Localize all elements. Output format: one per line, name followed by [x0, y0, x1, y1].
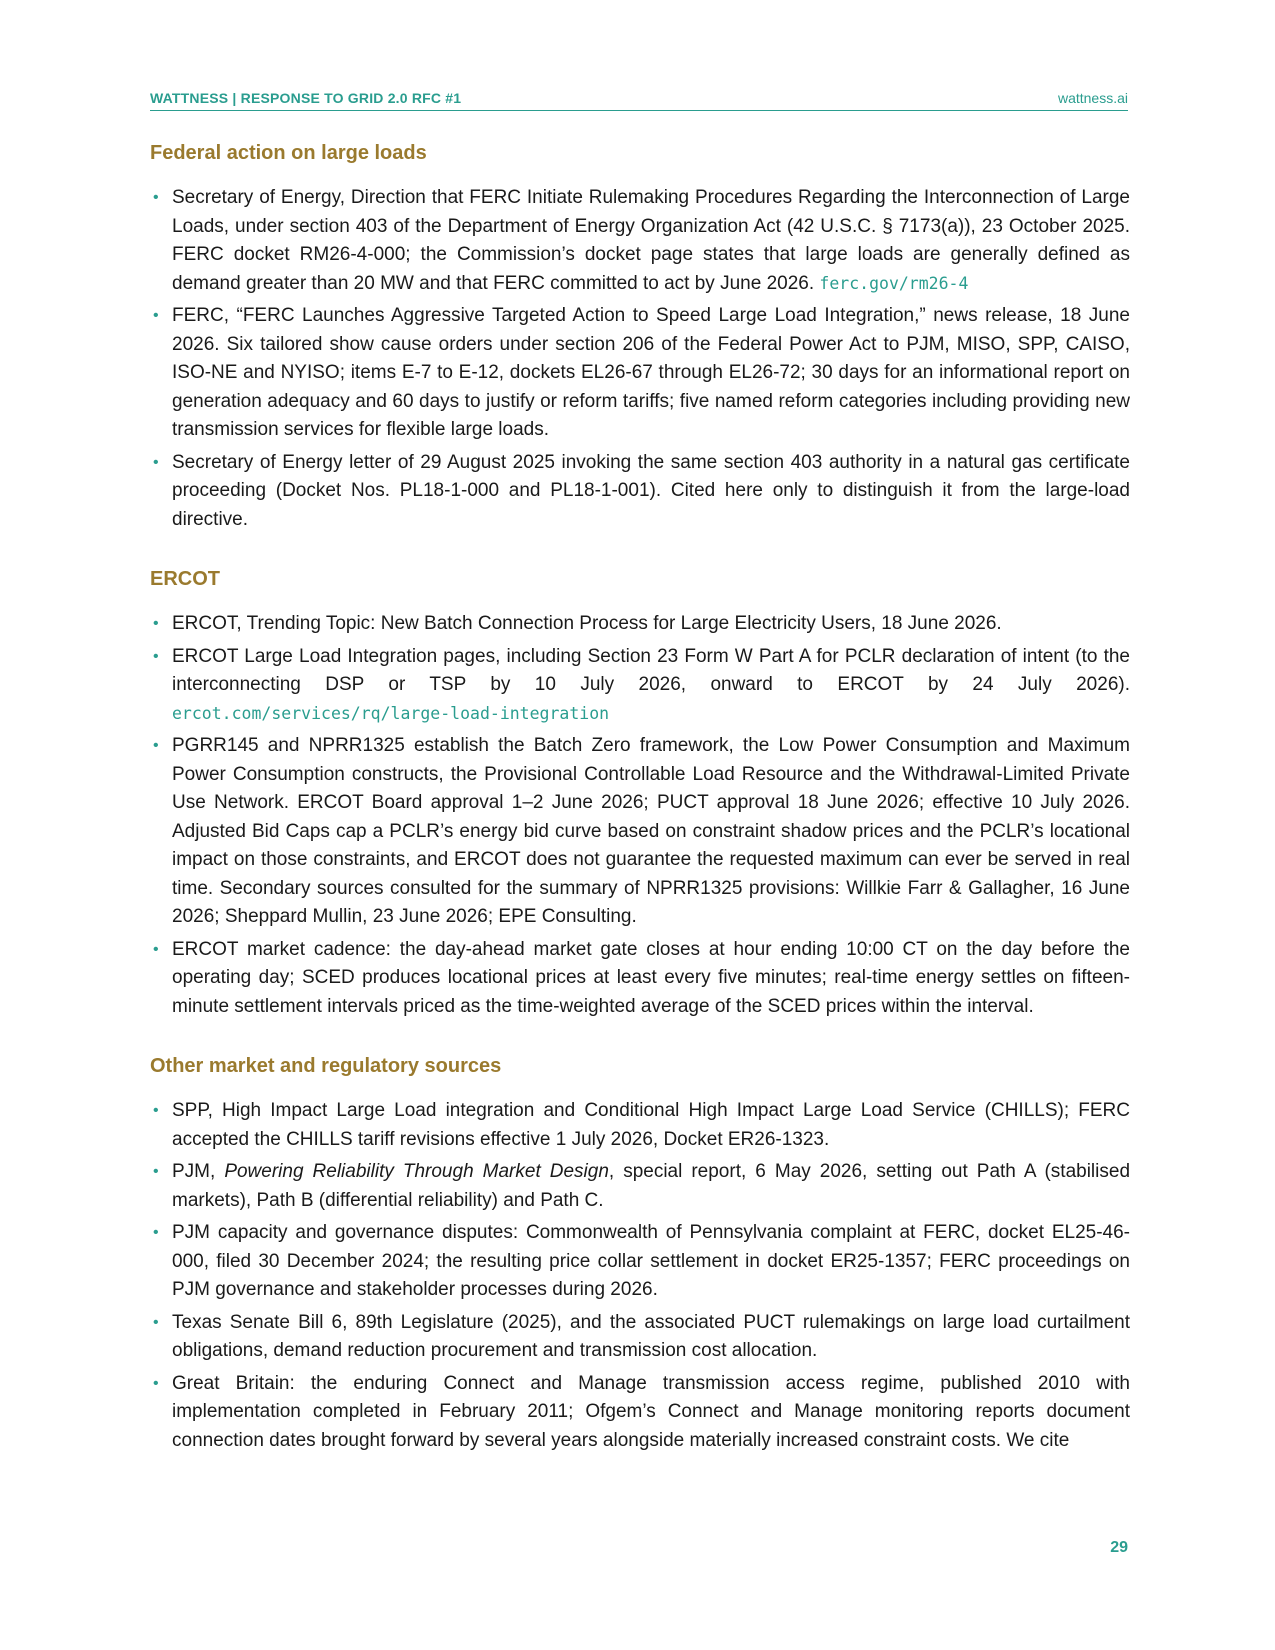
page-number: 29	[1110, 1539, 1128, 1556]
report-title: Powering Reliability Through Market Design	[224, 1161, 609, 1182]
list-item: • SPP, High Impact Large Load integration and Conditional High Impact Large Load Service (CHILLS); FERC accepted the CHILLS tariff revisions effective 1 July 2026, Docket ER26-1323.	[150, 1097, 1130, 1154]
ercot-list	[150, 610, 1130, 1021]
other-sources-list	[150, 1097, 1130, 1455]
header-title: WATTNESS | RESPONSE TO GRID 2.0 RFC #1	[150, 90, 462, 106]
list-item: • PGRR145 and NPRR1325 establish the Batch Zero framework, the Low Power Consumption and Maximum Power Consumption constructs, the Provisional Controllable Load Resource and the Withdrawal-Limited Private Use Network. ERCOT Board approval 1–2 June 2026; PUCT approval 18 June 2026; effective 10 July 2026. Adjusted Bid Caps cap a PCLR’s energy bid curve based on constraint shadow prices and the PCLR’s locational impact on those constraints, and ERCOT does not guarantee the requested maximum can ever be served in real time. Secondary sources consulted for the summary of NPRR1325 provisions: Willkie Farr & Gallagher, 16 June 2026; Sheppard Mullin, 23 June 2026; EPE Consulting.	[150, 732, 1130, 932]
list-item: • ERCOT, Trending Topic: New Batch Connection Process for Large Electricity Users, 18 June 2026.	[150, 610, 1130, 639]
list-item: • ERCOT Large Load Integration pages, including Section 23 Form W Part A for PCLR declaration of intent (to the interconnecting DSP or TSP by 10 July 2026, onward to ERCOT by 24 July 2026). ercot.com/services/rq/large-load-integration	[150, 643, 1130, 729]
section-heading-ercot: ERCOT	[150, 568, 220, 590]
main-content	[150, 140, 1130, 1487]
section-heading-other: Other market and regulatory sources	[150, 1055, 502, 1077]
ercot-link[interactable]: ercot.com/services/rq/large-load-integration	[172, 703, 610, 723]
header-website-link[interactable]: wattness.ai	[1057, 90, 1128, 106]
list-item: • FERC, “FERC Launches Aggressive Targeted Action to Speed Large Load Integration,” news release, 18 June 2026. Six tailored show cause orders under section 206 of the Federal Power Act to PJM, MISO, SPP, CAISO, ISO-NE and NYISO; items E-7 to E-12, dockets EL26-67 through EL26-72; 30 days for an informational report on generation adequacy and 60 days to justify or reform tariffs; five named reform categories including providing new transmission services for flexible large loads.	[150, 302, 1130, 445]
ferc-link[interactable]: ferc.gov/rm26-4	[819, 273, 969, 293]
running-header	[150, 88, 1128, 111]
list-item: • PJM capacity and governance disputes: Commonwealth of Pennsylvania complaint at FERC, docket EL25-46-000, filed 30 December 2024; the resulting price collar settlement in docket ER25-1357; FERC proceedings on PJM governance and stakeholder processes during 2026.	[150, 1219, 1130, 1305]
list-item: • ERCOT market cadence: the day-ahead market gate closes at hour ending 10:00 CT on the day before the operating day; SCED produces locational prices at least every five minutes; real-time energy settles on fifteen-minute settlement intervals priced as the time-weighted average of the SCED prices within the interval.	[150, 936, 1130, 1022]
list-item: • Texas Senate Bill 6, 89th Legislature (2025), and the associated PUCT rulemakings on large load curtailment obligations, demand reduction procurement and transmission cost allocation.	[150, 1309, 1130, 1366]
list-item: • PJM, Powering Reliability Through Market Design, special report, 6 May 2026, setting out Path A (stabilised markets), Path B (differential reliability) and Path C.	[150, 1158, 1130, 1215]
list-item: • Secretary of Energy, Direction that FERC Initiate Rulemaking Procedures Regarding the Interconnection of Large Loads, under section 403 of the Department of Energy Organization Act (42 U.S.C. § 7173(a)), 23 October 2025. FERC docket RM26-4-000; the Commission’s docket page states that large loads are generally defined as demand greater than 20 MW and that FERC committed to act by June 2026. ferc.gov/rm26-4	[150, 184, 1130, 298]
federal-list	[150, 184, 1130, 534]
list-item: • Great Britain: the enduring Connect and Manage transmission access regime, published 2010 with implementation completed in February 2011; Ofgem’s Connect and Manage monitoring reports document connection dates brought forward by several years alongside materially increased constraint costs. We cite	[150, 1370, 1130, 1456]
section-heading-federal: Federal action on large loads	[150, 142, 427, 164]
list-item: • Secretary of Energy letter of 29 August 2025 invoking the same section 403 authority in a natural gas certificate proceeding (Docket Nos. PL18-1-000 and PL18-1-001). Cited here only to distinguish it from the large-load directive.	[150, 449, 1130, 535]
